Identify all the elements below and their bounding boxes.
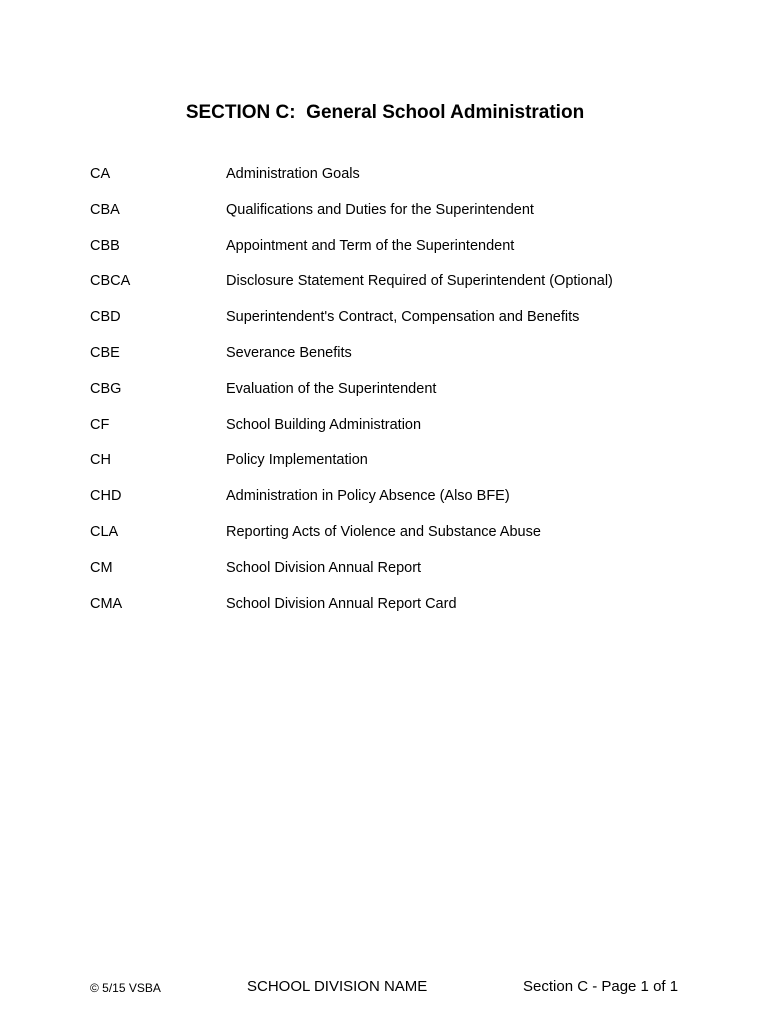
- policy-row: [90, 236, 710, 272]
- policy-code: CBA: [90, 201, 120, 218]
- policy-code: CH: [90, 452, 111, 469]
- policy-code: CLA: [90, 523, 119, 540]
- policy-row: [90, 271, 710, 307]
- policy-title: Severance Benefits: [226, 344, 352, 361]
- policy-title: Superintendent's Contract, Compensation and Benefits: [226, 309, 580, 326]
- policy-code: CBG: [90, 380, 122, 397]
- policy-title: Policy Implementation: [226, 452, 368, 469]
- policy-row: [90, 200, 710, 236]
- footer-division-name: SCHOOL DIVISION NAME: [247, 978, 428, 995]
- policy-row: [90, 522, 710, 558]
- policy-row: [90, 164, 710, 200]
- policy-row: [90, 379, 710, 415]
- policy-title: Administration Goals: [226, 166, 360, 182]
- policy-title: Disclosure Statement Required of Superintendent (Optional): [226, 273, 613, 290]
- page-title: SECTION C: General School Administration: [185, 102, 585, 123]
- policy-row: [90, 486, 710, 522]
- policy-code: CF: [90, 416, 110, 433]
- policy-code: CBE: [90, 344, 120, 361]
- footer-copyright: © 5/15 VSBA: [90, 981, 161, 995]
- policy-code: CBD: [90, 309, 121, 326]
- policy-code: CM: [90, 559, 113, 576]
- policy-code: CMA: [90, 595, 123, 612]
- policy-title: Qualifications and Duties for the Superintendent: [226, 201, 534, 218]
- policy-list: [90, 164, 710, 629]
- policy-code: CBCA: [90, 273, 131, 290]
- policy-row: [90, 415, 710, 451]
- policy-row: [90, 594, 710, 630]
- policy-title: Administration in Policy Absence (Also BFE): [226, 488, 510, 505]
- policy-code: CBB: [90, 237, 120, 254]
- policy-title: Appointment and Term of the Superintendent: [226, 237, 515, 254]
- policy-row: [90, 343, 710, 379]
- policy-title: Reporting Acts of Violence and Substance Abuse: [226, 523, 541, 540]
- page-footer: [0, 978, 770, 1000]
- policy-code: CA: [90, 166, 111, 182]
- policy-row: [90, 450, 710, 486]
- policy-title: School Division Annual Report: [226, 559, 422, 576]
- policy-title: School Building Administration: [226, 416, 422, 433]
- policy-code: CHD: [90, 488, 122, 505]
- policy-row: [90, 307, 710, 343]
- policy-row: [90, 558, 710, 594]
- policy-title: Evaluation of the Superintendent: [226, 380, 437, 397]
- footer-page-number: Section C - Page 1 of 1: [523, 978, 679, 995]
- policy-title: School Division Annual Report Card: [226, 595, 457, 612]
